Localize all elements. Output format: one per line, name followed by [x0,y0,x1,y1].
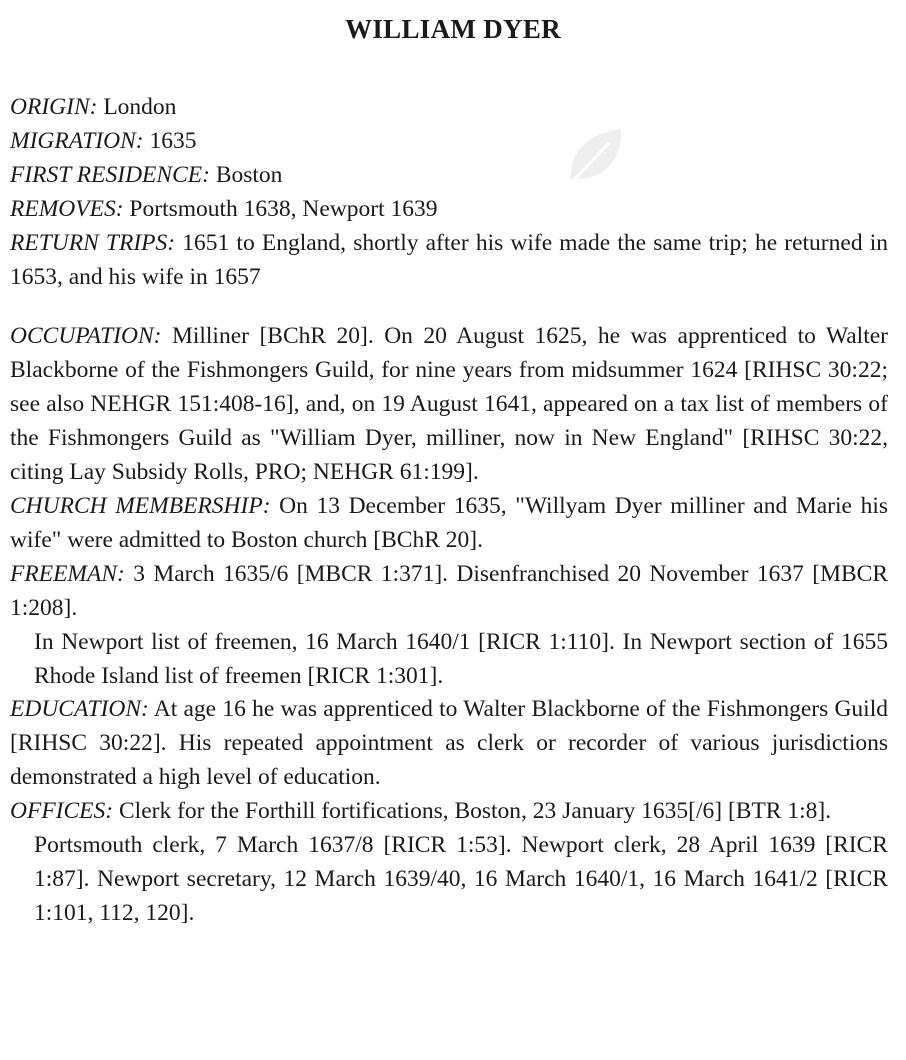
entry-education [10,693,888,795]
entry-return-trips [10,227,888,295]
entry-freeman [10,558,888,626]
entry-text: On 13 December 1635, "Willyam Dyer milliner and Marie his wife" were admitted to Boston church [BChR 20]. [10,492,888,553]
entry-label: ORIGIN: [10,94,98,120]
entry-label: RETURN TRIPS: [10,229,176,256]
page-title: WILLIAM DYER [345,14,561,44]
entry-first-residence [10,159,888,193]
entry-removes [10,193,888,227]
entry-text: Portsmouth clerk, 7 March 1637/8 [RICR 1:53]. Newport clerk, 28 April 1639 [RICR 1:87]. Newport secretary, 12 March 1639/40, 16 March 1640/1, 16 March 1641/2 [RICR 1:101, 112, 120]. [34,832,888,926]
entry-text: Clerk for the Forthill fortifications, Boston, 23 January 1635[/6] [BTR 1:8]. [113,798,832,825]
entry-text: 3 March 1635/6 [MBCR 1:371]. Disenfranchised 20 November 1637 [MBCR 1:208]. [10,560,888,621]
entry-church-membership [10,490,888,558]
entry-migration [10,125,888,159]
entry-label: CHURCH MEMBERSHIP: [10,492,271,519]
entry-origin [10,91,888,125]
entry-text: In Newport list of freemen, 16 March 1640/1 [RICR 1:110]. In Newport section of 1655 Rhode Island list of freemen [RICR 1:301]. [34,628,888,689]
entry-label: FREEMAN: [10,560,125,587]
section-gap [10,294,888,320]
entry-label: MIGRATION: [10,127,144,154]
entry-label: OCCUPATION: [10,323,162,350]
entry-occupation [10,320,888,490]
entry-text: Milliner [BChR 20]. On 20 August 1625, he was apprenticed to Walter Blackborne of the Fishmongers Guild, for nine years from midsummer 1624 [RIHSC 30:22; see also NEHGR 151:408-16], and, on 19 August 1641, appeared on a tax list of members of the Fishmongers Guild as "William Dyer, milliner, now in New England" [RIHSC 30:22, citing Lay Subsidy Rolls, PRO; NEHGR 61:199]. [10,323,888,486]
entry-text: London [97,94,177,120]
entry-label: REMOVES: [10,195,124,222]
entry-label: OFFICES: [10,798,114,825]
entry-offices-continued [10,829,888,931]
entry-text: 1651 to England, shortly after his wife made the same trip; he returned in 1653, and his wife in 1657 [10,229,888,290]
document-body [10,91,888,931]
entry-text: At age 16 he was apprenticed to Walter Blackborne of the Fishmongers Guild [RIHSC 30:22]. His repeated appointment as clerk or recorder of various jurisdictions demonstrated a high level of education. [10,696,888,791]
entry-freeman-continued [10,626,888,694]
entry-label: FIRST RESIDENCE: [10,161,210,188]
entry-label: EDUCATION: [10,696,149,723]
entry-text: Boston [209,161,283,188]
entry-offices [10,795,888,829]
entry-text: Portsmouth 1638, Newport 1639 [123,195,438,222]
entry-text: 1635 [143,127,197,154]
